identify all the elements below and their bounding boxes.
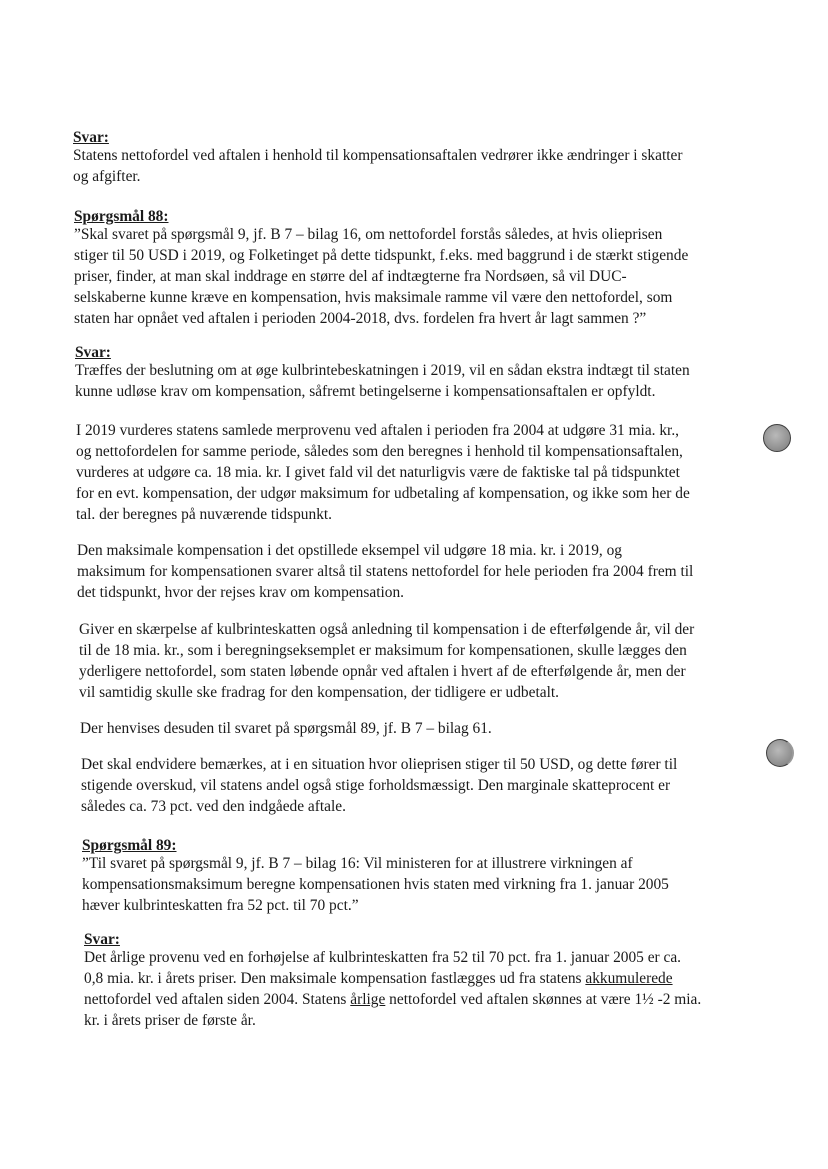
- text-line: og nettofordelen for samme periode, således som den beregnes i henhold til kompensationsaftalen,: [76, 443, 683, 460]
- text-line: yderligere nettofordel, som staten løbende opnår ved aftalen i hvert af de efterfølgende år, men der: [79, 663, 686, 680]
- text-span: 0,8 mia. kr. i årets priser. Den maksimale kompensation fastlægges ud fra statens: [84, 970, 586, 987]
- text-line: [84, 969, 673, 989]
- text-line: det tidspunkt, hvor der rejses krav om kompensation.: [77, 584, 404, 601]
- text-line: staten har opnået ved aftalen i perioden 2004-2018, dvs. fordelen fra hvert år lagt sammen ?”: [74, 310, 647, 327]
- text-line: maksimum for kompensationen svarer altså til statens nettofordel for hele perioden fra 2004 frem til: [77, 563, 694, 580]
- text-line: hæver kulbrinteskatten fra 52 pct. til 70 pct.”: [82, 897, 359, 914]
- text-line: således ca. 73 pct. ved den indgåede aftale.: [81, 798, 346, 815]
- text-line: kr. i årets priser de første år.: [84, 1012, 256, 1029]
- underlined-word: årlige: [350, 991, 386, 1008]
- section-heading: Svar:: [75, 344, 111, 361]
- text-line: priser, finder, at man skal inddrage en større del af indtægterne fra Nordsøen, så vil DUC-: [74, 268, 627, 285]
- text-line: Træffes der beslutning om at øge kulbrintebeskatningen i 2019, vil en sådan ekstra indtægt til staten: [75, 362, 690, 379]
- text-line: stigende overskud, vil statens andel også stige forholdsmæssigt. Den marginale skatteprocent er: [81, 777, 671, 794]
- text-line: ”Skal svaret på spørgsmål 9, jf. B 7 – bilag 16, om nettofordel forstås således, at hvis olieprisen: [74, 226, 663, 243]
- underlined-word: akkumulerede: [585, 970, 673, 987]
- text-line: Der henvises desuden til svaret på spørgsmål 89, jf. B 7 – bilag 61.: [80, 720, 492, 737]
- section-heading: Svar:: [84, 931, 120, 948]
- text-line: Den maksimale kompensation i det opstillede eksempel vil udgøre 18 mia. kr. i 2019, og: [77, 542, 622, 559]
- text-line: selskaberne kunne kræve en kompensation, hvis maksimale ramme vil være den nettofordel, som: [74, 289, 673, 306]
- text-line: I 2019 vurderes statens samlede merprovenu ved aftalen i perioden fra 2004 at udgøre 31 mia. kr.,: [76, 422, 680, 439]
- text-line: kompensationsmaksimum beregne kompensationen hvis staten med virkning fra 1. januar 2005: [82, 876, 669, 893]
- section-heading: Spørgsmål 89:: [82, 837, 177, 854]
- text-span: nettofordel ved aftalen skønnes at være 1½ -2 mia.: [385, 991, 702, 1008]
- text-span: nettofordel ved aftalen siden 2004. Statens: [84, 991, 351, 1008]
- text-line: og afgifter.: [73, 168, 141, 185]
- text-line: Det skal endvidere bemærkes, at i en situation hvor olieprisen stiger til 50 USD, og dette fører til: [81, 756, 678, 773]
- punch-hole-mark: [763, 424, 791, 452]
- punch-hole-mark: [766, 739, 794, 767]
- text-line: Det årlige provenu ved en forhøjelse af kulbrinteskatten fra 52 til 70 pct. fra 1. januar 2005 er ca.: [84, 949, 682, 966]
- text-line: Statens nettofordel ved aftalen i henhold til kompensationsaftalen vedrører ikke ændringer i skatter: [73, 147, 683, 164]
- section-heading: Spørgsmål 88:: [74, 208, 169, 225]
- text-line: stiger til 50 USD i 2019, og Folketinget på dette tidspunkt, f.eks. med baggrund i de stærkt stigende: [74, 247, 689, 264]
- text-line: til de 18 mia. kr., som i beregningseksemplet er maksimum for kompensationen, skulle lægges den: [79, 642, 687, 659]
- text-line: tal. der beregnes på nuværende tidspunkt.: [76, 506, 333, 523]
- text-line: [84, 990, 701, 1010]
- text-line: Giver en skærpelse af kulbrinteskatten også anledning til kompensation i de efterfølgende år, vil der: [79, 621, 695, 638]
- text-line: for en evt. kompensation, der udgør maksimum for udbetaling af kompensation, og ikke som her de: [76, 485, 690, 502]
- section-heading: Svar:: [73, 129, 109, 146]
- text-line: ”Til svaret på spørgsmål 9, jf. B 7 – bilag 16: Vil ministeren for at illustrere virkningen af: [82, 855, 633, 872]
- text-line: vurderes at udgøre ca. 18 mia. kr. I givet fald vil det naturligvis være de faktiske tal på tidspunktet: [76, 464, 680, 481]
- text-line: vil samtidig skulle ske fradrag for den kompensation, der tidligere er udbetalt.: [79, 684, 559, 701]
- text-line: kunne udløse krav om kompensation, såfremt betingelserne i kompensationsaftalen er opfyldt.: [75, 383, 656, 400]
